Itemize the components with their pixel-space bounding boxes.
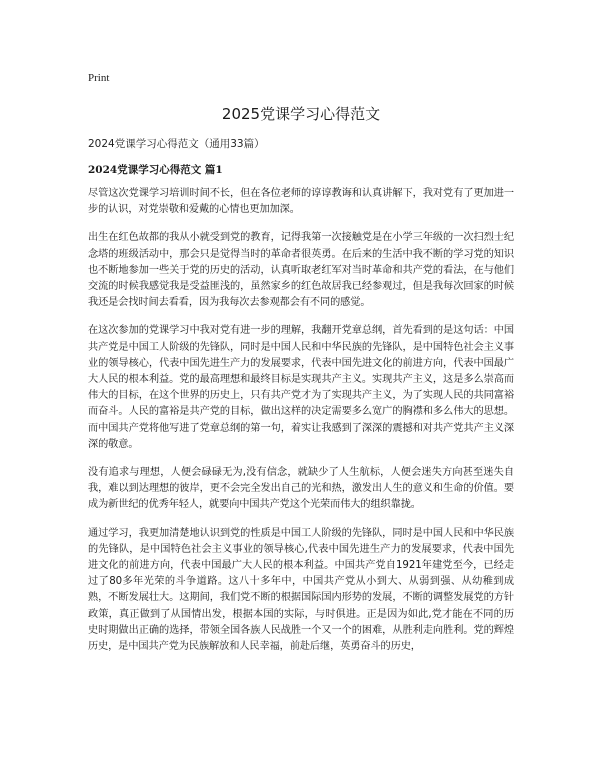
paragraph-4: 没有追求与理想，人便会碌碌无为,没有信念，就缺少了人生航标，人便会迷失方向甚至迷失自我，难以到达理想的彼岸，更不会完全发出自己的光和热，激发出人生的意义和生命的价值。要成为新世纪的优秀年轻人，就要向中国共产党这个光荣而伟大的组织靠拢。 (88, 467, 514, 511)
paragraph-1: 尽管这次党课学习培训时间不长，但在各位老师的谆谆教诲和认真讲解下，我对党有了更加进一步的认识，对党崇敬和爱戴的心情也更加加深。 (88, 188, 514, 216)
section-heading: 2024党课学习心得范文 篇1 (88, 164, 223, 176)
paragraph-3: 在这次参加的党课学习中我对党有进一步的理解，我翻开党章总纲，首先看到的是这句话：中国共产党是中国工人阶级的先锋队，同时是中国人民和中华民族的先锋队，是中国特色社会主义事业的领导核心，代表中国先进生产力的发展要求，代表中国先进文化的前进方向，代表中国最广大人民的根本利益。党的最高理想和最终目标是实现共产主义。实现共产主义，这是多么崇高而伟大的目标，在这个世界的历史上，只有共产党才为了实现共产主义，为了实现人民的共同富裕而奋斗。人民的富裕是共产党的目标，做出这样的决定需要多么宽广的胸襟和多么伟大的思想。而中国共产党将他写进了党章总纲的第一句，着实让我感到了深深的震撼和对共产党共产主义深深的敬意。 (88, 325, 514, 450)
paragraph-2: 出生在红色故都的我从小就受到党的教育，记得我第一次接触党是在小学三年级的一次扫烈士纪念塔的班级活动中，那会只是觉得当时的革命者很英勇。在后来的生活中我不断的学习党的知识也不断地参加一些关于党的历史的活动，认真听取老红军对当时革命和共产党的看法，在与他们交流的时候我感觉我是受益匪浅的，虽然家乡的红色故居我已经参观过，但是我每次回家的时候我还是会找时间去看看，因为我每次去参观都会有不同的感觉。 (88, 232, 514, 309)
document-subtitle: 2024党课学习心得范文（通用33篇） (88, 138, 265, 150)
paragraph-5: 通过学习，我更加清楚地认识到党的性质是中国工人阶级的先锋队，同时是中国人民和中华民族的先锋队，是中国特色社会主义事业的领导核心,代表中国先进生产力的发展要求，代表中国先进文化的前进方向，代表中国最广大人民的根本利益。中国共产党自1921年建党至今，已经走过了80多年光荣的斗争道路。这八十多年中，中国共产党从小到大、从弱到强、从幼稚到成熟，不断发展壮大。这期间，我们党不断的根据国际国内形势的发展，不断的调整发展党的方针政策，真正做到了从国情出发，根据本国的实际，与时俱进。正是因为如此,党才能在不同的历史时期做出正确的选择，带领全国各族人民战胜一个又一个的困难，从胜利走向胜利。党的辉煌历史，是中国共产党为民族解放和人民幸福，前赴后继，英勇奋斗的历史， (88, 527, 514, 653)
page-title: 2025党课学习心得范文 (221, 105, 381, 123)
print-label: Print (88, 72, 110, 84)
article-body (88, 186, 514, 667)
